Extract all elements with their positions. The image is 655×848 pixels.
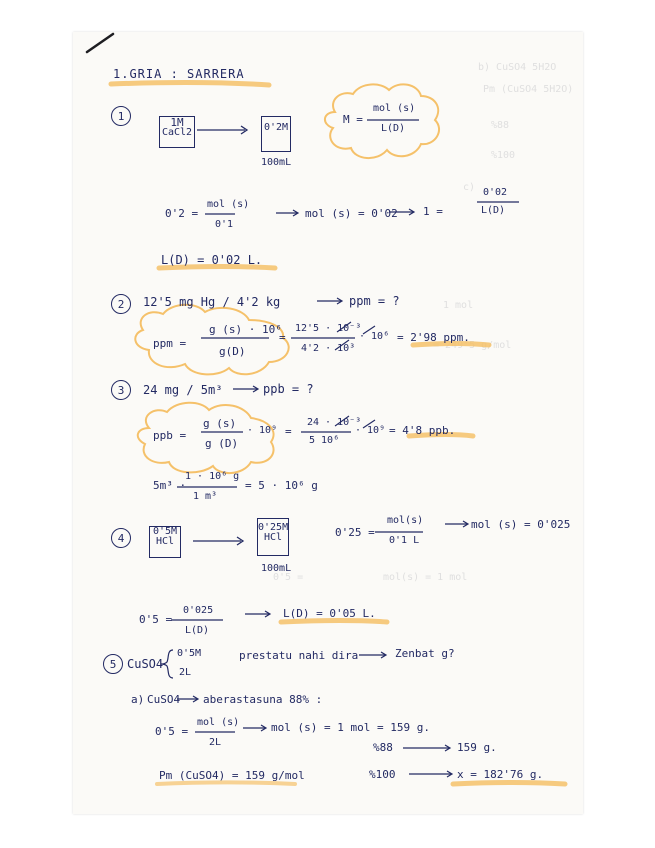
equation-right-denominator: L(D) [481, 205, 506, 216]
calc-numerator: 24 · 10⁻³ [307, 417, 362, 428]
equation-right-lhs: 1 = [423, 205, 443, 218]
conversion-denominator: 1 m³ [193, 491, 218, 502]
equation-numerator: mol (s) [197, 717, 240, 728]
problem-number: 2 [111, 294, 131, 314]
answer-5: x = 182'76 g. [457, 768, 544, 781]
formula-denominator: g (D) [205, 437, 239, 450]
conversion-lhs: 5m³ · [153, 479, 187, 492]
equals-sign: = [285, 425, 292, 438]
volume-label: 100mL [261, 157, 292, 168]
ghost-text: mol(s) = 1 mol [383, 572, 468, 583]
calc-denominator: 5 10⁶ [309, 435, 340, 446]
ghost-text: 1 mol [443, 300, 474, 311]
answer-4: L(D) = 0'05 L. [283, 607, 376, 620]
problem-number: 4 [111, 528, 131, 548]
proportion-left: %88 [373, 741, 393, 754]
formula-numerator: g (s) · 10⁶ [209, 323, 282, 336]
formula-multiplier: · 10⁹ [247, 425, 278, 436]
solution-box-a: 0'5M HCl [149, 526, 181, 558]
molar-mass: Pm (CuSO4) = 159 g/mol [159, 769, 305, 782]
ghost-text: = 249'5 g/mol [433, 340, 512, 351]
calc-multiplier: · 10⁶ [359, 331, 390, 342]
ghost-text: 0'5 = [273, 572, 304, 583]
formula-denominator: g(D) [219, 345, 246, 358]
equation-result: mol (s) = 0'02 [305, 207, 398, 220]
equals-sign: = [279, 331, 286, 344]
solution-box-b: 0'25M HCl [257, 518, 289, 556]
equation-denominator: L(D) [185, 625, 210, 636]
formula-lhs: M = [343, 113, 363, 126]
formula-lhs: ppb = [153, 429, 187, 442]
question-text: prestatu nahi dira [239, 649, 359, 662]
equation-denominator: 0'1 [215, 219, 234, 230]
conversion-result: = 5 · 10⁶ g [245, 479, 318, 492]
answer-1: L(D) = 0'02 L. [161, 253, 263, 267]
page-title: 1.GRIA : SARRERA [113, 67, 245, 81]
equation-right-numerator: 0'02 [483, 187, 508, 198]
equation-lhs: 0'25 = [335, 526, 375, 539]
question-target: Zenbat g? [395, 647, 455, 660]
formula-lhs: ppm = [153, 337, 187, 350]
equation-denominator: 2L [209, 737, 222, 748]
problem-number: 1 [111, 106, 131, 126]
equation-numerator: mol (s) [207, 199, 250, 210]
equation-numerator: 0'025 [183, 605, 214, 616]
problem-target: ppm = ? [349, 294, 400, 308]
part-a-compound: CuSO4 [147, 693, 181, 706]
problem-number: 5 [103, 654, 123, 674]
brace-bottom: 2L [179, 667, 192, 678]
equation-denominator: 0'1 L [389, 535, 420, 546]
ghost-text: c) [463, 182, 476, 193]
conversion-numerator: 1 · 10⁶ g [185, 471, 240, 482]
solution-box-b: 0'2M [261, 116, 291, 152]
answer-3: = 4'8 ppb. [389, 424, 456, 437]
paper-sheet [73, 32, 583, 814]
part-a-label: a) [131, 693, 145, 706]
ghost-text: %100 [491, 150, 516, 161]
calc-multiplier: · 10⁹ [355, 425, 386, 436]
problem-target: ppb = ? [263, 382, 314, 396]
problem-statement: 24 mg / 5m³ [143, 383, 223, 397]
brace-top: 0'5M [177, 648, 202, 659]
ghost-text: b) CuSO4 5H2O [478, 62, 557, 73]
ghost-text: Pm (CuSO4 5H2O) [483, 84, 574, 95]
calc-denominator: 4'2 · 10³ [301, 343, 356, 354]
formula-numerator: g (s) [203, 417, 237, 430]
equation-lhs: 0'2 = [165, 207, 199, 220]
problem-statement: 12'5 mg Hg / 4'2 kg [143, 295, 281, 309]
part-a-target: aberastasuna 88% : [203, 693, 323, 706]
calc-numerator: 12'5 · 10⁻³ [295, 323, 362, 334]
volume-label: 100mL [261, 563, 292, 574]
problem-number: 3 [111, 380, 131, 400]
equation-result: mol (s) = 1 mol = 159 g. [271, 721, 430, 734]
formula-denominator: L(D) [381, 123, 406, 134]
equation-lhs: 0'5 = [155, 725, 189, 738]
equation-result: mol (s) = 0'025 [471, 518, 571, 531]
ghost-text: %88 [491, 120, 510, 131]
answer-2: = 2'98 ppm. [397, 331, 470, 344]
formula-numerator: mol (s) [373, 103, 416, 114]
equation-lhs: 0'5 = [139, 613, 173, 626]
equation-numerator: mol(s) [387, 515, 424, 526]
compound: CuSO4 [127, 657, 164, 671]
proportion-left: %100 [369, 768, 396, 781]
proportion-right: 159 g. [457, 741, 497, 754]
solution-box-a: 1M CaCl2 [159, 116, 195, 148]
